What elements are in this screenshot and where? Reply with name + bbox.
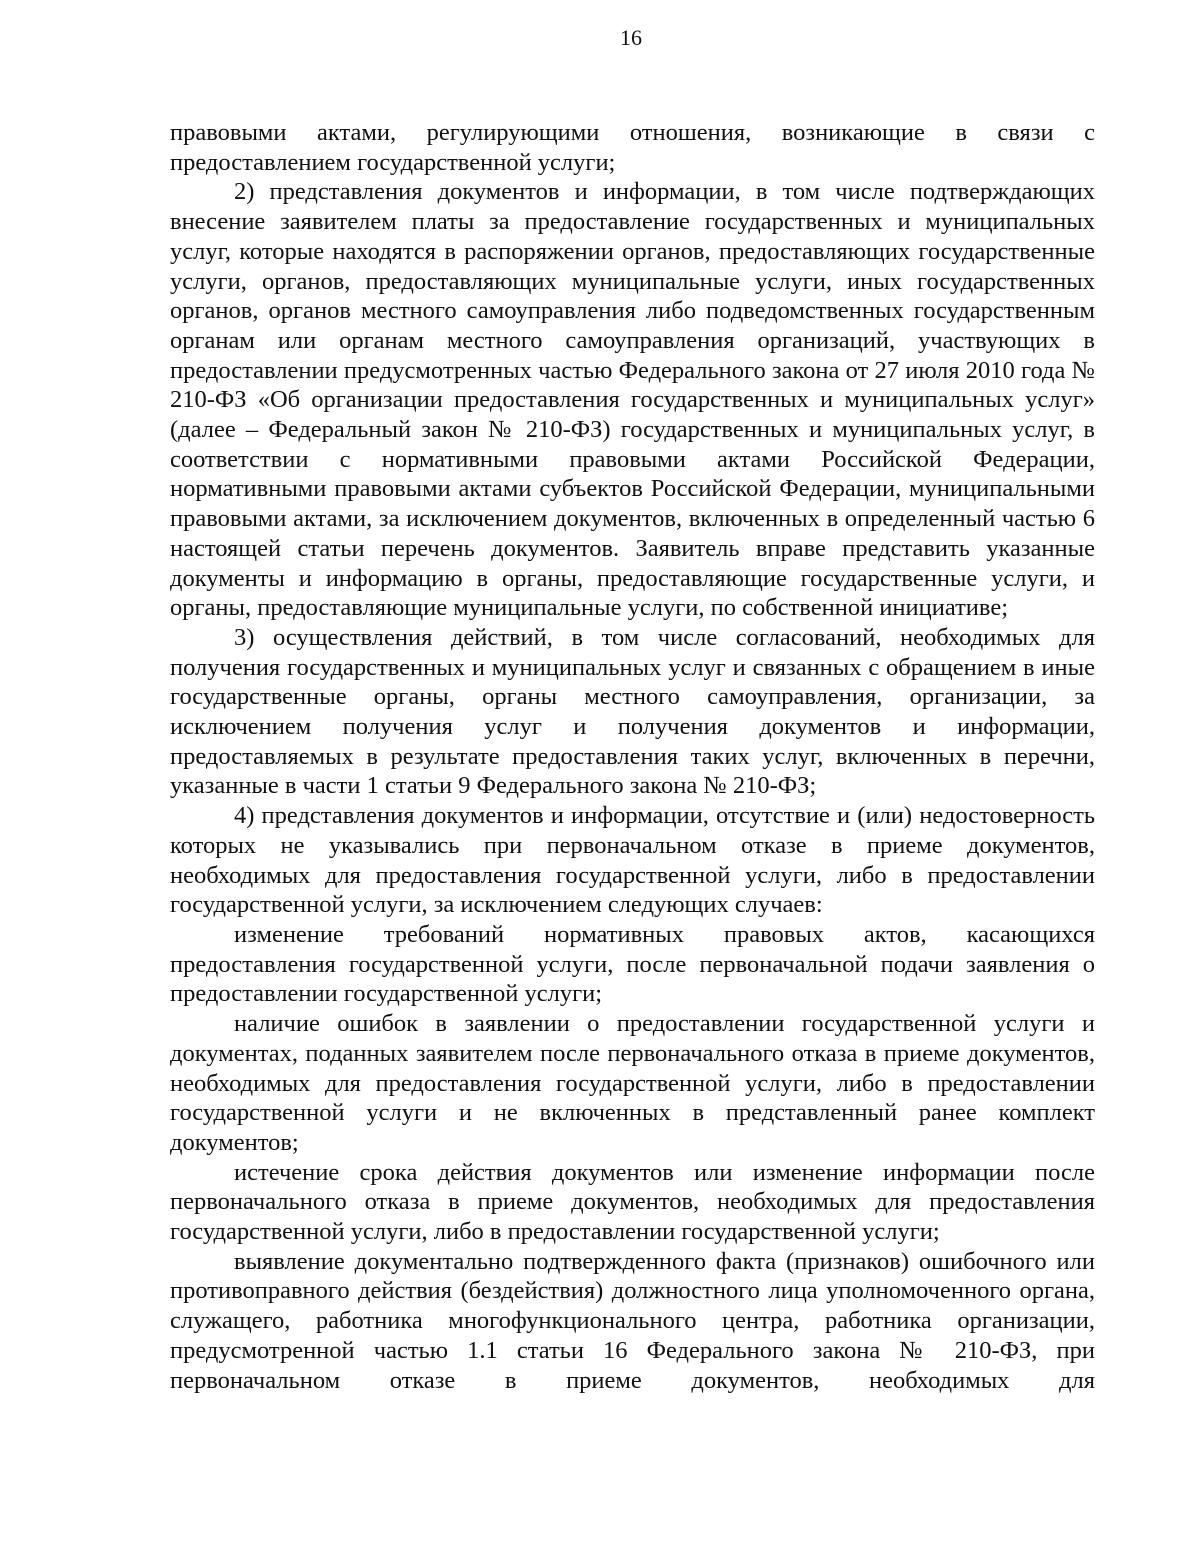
paragraph-item-3: 3) осуществления действий, в том числе согласований, необходимых для получения государственных и муниципальных услуг и связанных с обращением в иные государственные органы, органы местного самоуправления, организации, за исключением получения услуг и получения документов и информации, предоставляемых в результате предоставления таких услуг, включенных в перечни, указанные в части 1 статьи 9 Федерального закона № 210-ФЗ; (170, 623, 1095, 800)
paragraph-exception-4: выявление документально подтвержденного факта (признаков) ошибочного или противоправного действия (бездействия) должностного лица уполномоченного органа, служащего, работника многофункционального центра, работника организации, предусмотренной частью 1.1 статьи 16 Федерального закона № 210-ФЗ, при первоначальном отказе в приеме документов, необходимых для (170, 1247, 1095, 1394)
document-body (170, 118, 1095, 1395)
page-number: 16 (620, 25, 642, 50)
paragraph-exception-2: наличие ошибок в заявлении о предоставлении государственной услуги и документах, поданных заявителем после первоначального отказа в приеме документов, необходимых для предоставления государственной услуги, либо в предоставлении государственной услуги и не включенных в представленный ранее комплект документов; (170, 1010, 1095, 1156)
paragraph-item-2: 2) представления документов и информации, в том числе подтверждающих внесение заявителем платы за предоставление государственных и муниципальных услуг, которые находятся в распоряжении органов, предоставляющих государственные услуги, органов, предоставляющих муниципальные услуги, иных государственных органов, органов местного самоуправления либо подведомственных государственным органам или органам местного самоуправления организаций, участвующих в предоставлении предусмотренных частью Федерального закона от 27 июля 2010 года № 210-ФЗ «Об организации предоставления государственных и муниципальных услуг» (далее – Федеральный закон № 210-ФЗ) государственных и муниципальных услуг, в соответствии с нормативными правовыми актами Российской Федерации, нормативными правовыми актами субъектов Российской Федерации, муниципальными правовыми актами, за исключением документов, включенных в определенный частью 6 настоящей статьи перечень документов. Заявитель вправе представить указанные документы и информацию в органы, предоставляющие государственные услуги, и органы, предоставляющие муниципальные услуги, по собственной инициативе; (170, 178, 1095, 622)
paragraph-continuation: правовыми актами, регулирующими отношения, возникающие в связи с предоставлением государственной услуги; (170, 119, 1095, 176)
paragraph-item-4: 4) представления документов и информации, отсутствие и (или) недостоверность которых не указывались при первоначальном отказе в приеме документов, необходимых для предоставления государственной услуги, либо в предоставлении государственной услуги, за исключением следующих случаев: (170, 802, 1095, 919)
paragraph-exception-3: истечение срока действия документов или изменение информации после первоначального отказа в приеме документов, необходимых для предоставления государственной услуги, либо в предоставлении государственной услуги; (170, 1158, 1095, 1246)
paragraph-exception-1: изменение требований нормативных правовых актов, касающихся предоставления государственной услуги, после первоначальной подачи заявления о предоставлении государственной услуги; (170, 920, 1095, 1008)
